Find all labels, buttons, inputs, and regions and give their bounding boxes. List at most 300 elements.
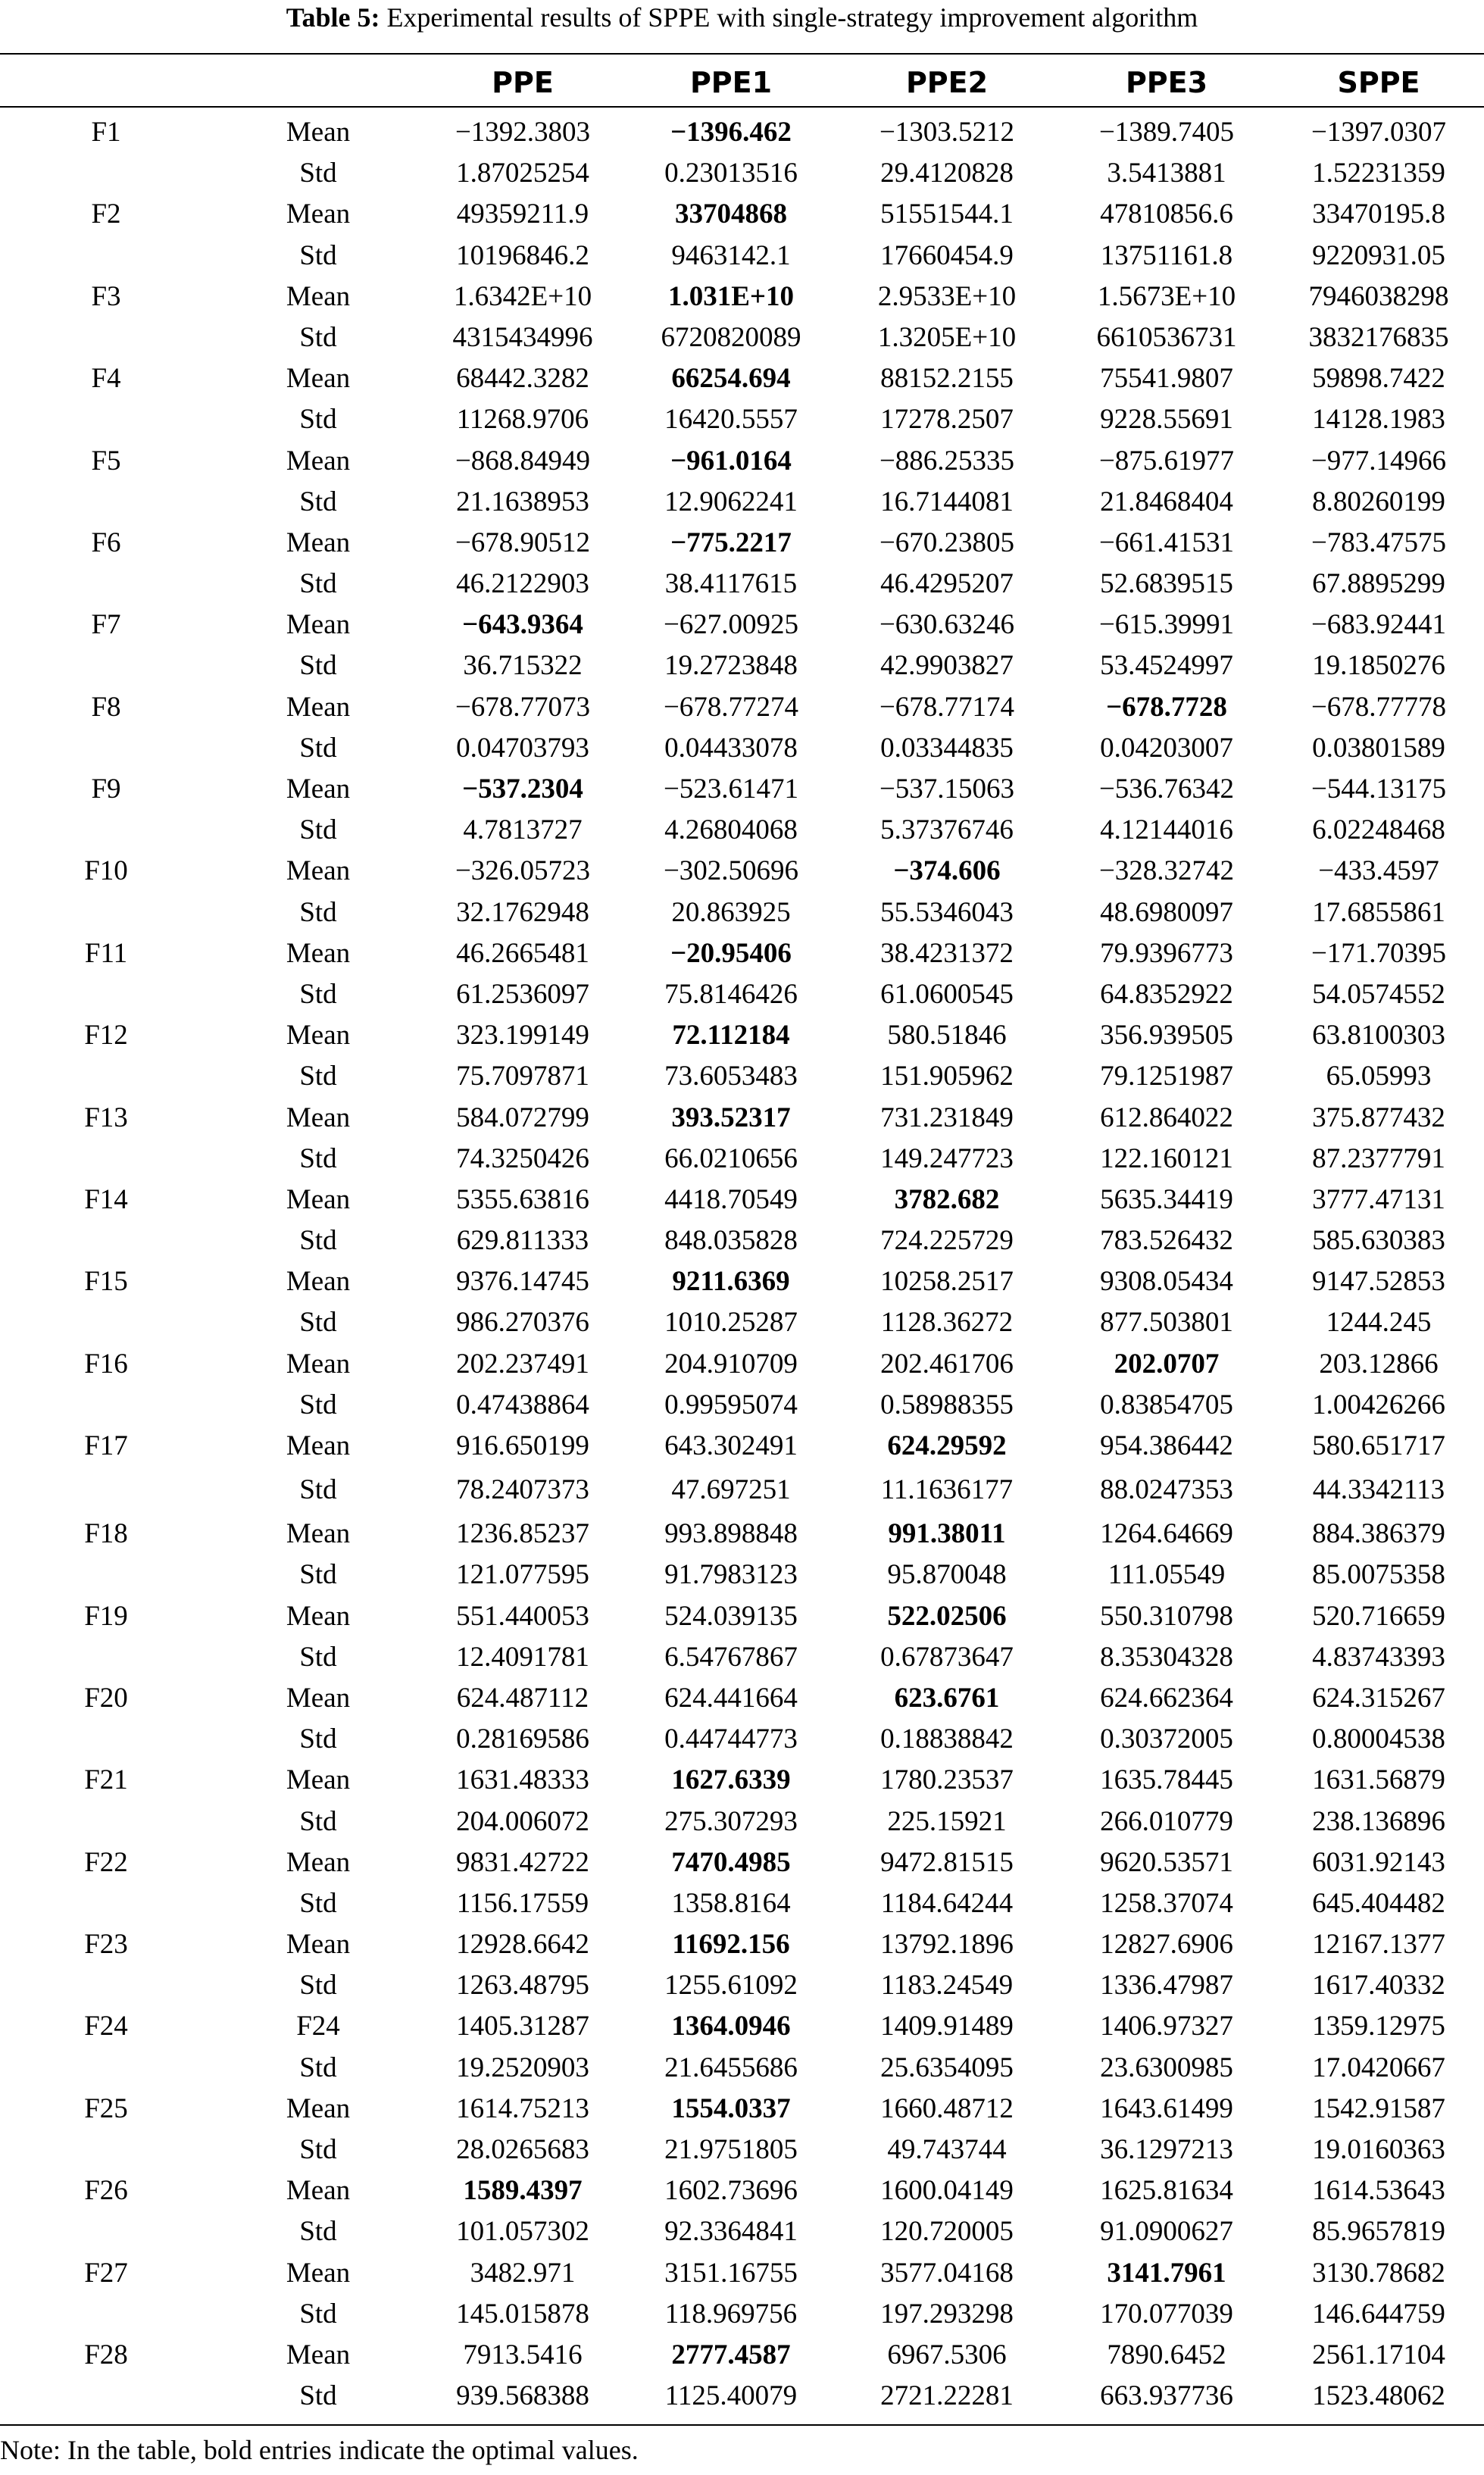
value-cell: 21.1638953: [456, 486, 589, 517]
value-cell: 47810856.6: [1100, 198, 1233, 230]
value-cell: −670.23805: [879, 527, 1015, 558]
value-cell: 8.80260199: [1312, 486, 1445, 517]
table-row: [0, 2089, 1484, 2130]
value-cell: 120.720005: [880, 2216, 1014, 2248]
function-label: [30, 2294, 182, 2335]
table-note: Note: In the table, bold entries indicate the optimal values.: [0, 2435, 639, 2465]
value-cell: −328.32742: [1098, 855, 1235, 887]
value-cell: 61.2536097: [456, 978, 589, 1010]
metric-label: Mean: [286, 280, 351, 312]
value-cell: −537.15063: [879, 773, 1015, 805]
table-row: [0, 605, 1484, 645]
value-cell: 1258.37074: [1100, 1887, 1233, 1919]
value-cell: 47.697251: [671, 1474, 791, 1506]
value-cell: −783.47575: [1311, 527, 1447, 558]
value-cell: 65.05993: [1326, 1061, 1432, 1092]
metric-label: Mean: [286, 363, 351, 395]
value-cell: 46.4295207: [880, 568, 1014, 600]
value-cell: 5635.34419: [1100, 1183, 1233, 1215]
function-label: F25: [84, 2092, 128, 2124]
table-body: [0, 112, 1484, 2417]
value-cell: 848.035828: [664, 1225, 798, 1257]
value-cell: 19.1850276: [1312, 650, 1445, 682]
value-cell: 91.7983123: [664, 1559, 798, 1591]
value-cell: 939.568388: [456, 2380, 589, 2412]
value-cell: 0.47438864: [456, 1389, 589, 1420]
value-cell: 2561.17104: [1312, 2339, 1445, 2370]
table-row: [0, 112, 1484, 153]
metric-label: Std: [299, 650, 337, 682]
value-cell: 1523.48062: [1312, 2380, 1445, 2412]
table-row: [0, 1555, 1484, 1595]
function-label: F14: [84, 1183, 128, 1215]
value-cell: 42.9903827: [880, 650, 1014, 682]
value-cell: 203.12866: [1319, 1348, 1439, 1380]
value-cell: 68442.3282: [456, 363, 589, 395]
table-row: [0, 1385, 1484, 1426]
value-cell: 145.015878: [456, 2298, 589, 2330]
table-row: [0, 1842, 1484, 1883]
value-cell: 1631.48333: [456, 1764, 589, 1796]
value-cell: −615.39991: [1098, 609, 1235, 641]
value-cell: 0.03344835: [880, 732, 1014, 764]
table-row: [0, 441, 1484, 482]
table-row: [0, 1883, 1484, 1924]
value-cell: 1635.78445: [1100, 1764, 1233, 1796]
value-cell: 356.939505: [1100, 1020, 1233, 1052]
value-cell: −678.77274: [663, 691, 799, 723]
value-cell: 0.99595074: [664, 1389, 798, 1420]
value-cell: 53.4524997: [1100, 650, 1233, 682]
value-cell: −678.77073: [455, 691, 591, 723]
value-cell: 16.7144081: [880, 486, 1014, 517]
function-label: F4: [91, 363, 121, 395]
value-cell: 877.503801: [1100, 1307, 1233, 1339]
value-cell: 4.7813727: [463, 814, 583, 846]
value-cell: 7470.4985: [671, 1846, 791, 1878]
value-cell: 49.743744: [887, 2134, 1007, 2165]
metric-label: Std: [299, 896, 337, 928]
caption-label: Table 5:: [286, 2, 380, 33]
metric-label: Std: [299, 1307, 337, 1339]
metric-label: Mean: [286, 527, 351, 558]
value-cell: 13751161.8: [1100, 239, 1233, 271]
metric-label: Mean: [286, 1764, 351, 1796]
function-label: F20: [84, 1682, 128, 1714]
table-row: [0, 1760, 1484, 1801]
value-cell: 28.0265683: [456, 2134, 589, 2165]
value-cell: 20.863925: [671, 896, 791, 928]
table-row: [0, 2335, 1484, 2376]
value-cell: 44.3342113: [1312, 1474, 1445, 1506]
value-cell: −977.14966: [1311, 445, 1447, 477]
value-cell: 54.0574552: [1312, 978, 1445, 1010]
value-cell: 63.8100303: [1312, 1020, 1445, 1052]
value-cell: 580.51846: [887, 1020, 1007, 1052]
value-cell: 266.010779: [1100, 1805, 1233, 1837]
value-cell: 29.4120828: [880, 158, 1014, 189]
value-cell: 3832176835: [1308, 321, 1449, 353]
value-cell: 624.441664: [664, 1682, 798, 1714]
function-label: [30, 1302, 182, 1343]
value-cell: 663.937736: [1100, 2380, 1233, 2412]
function-label: F3: [91, 280, 121, 312]
value-cell: 38.4231372: [880, 937, 1014, 969]
table-row: [0, 1678, 1484, 1719]
value-cell: 151.905962: [880, 1061, 1014, 1092]
table-row: [0, 2130, 1484, 2170]
value-cell: 78.2407373: [456, 1474, 589, 1506]
value-cell: 48.6980097: [1100, 896, 1233, 928]
function-label: [30, 399, 182, 440]
value-cell: 87.2377791: [1312, 1142, 1445, 1174]
value-cell: 7946038298: [1308, 280, 1449, 312]
table-row: [0, 1596, 1484, 1637]
value-cell: 624.487112: [456, 1682, 589, 1714]
value-cell: −678.77778: [1311, 691, 1447, 723]
function-label: [30, 1220, 182, 1261]
value-cell: 170.077039: [1100, 2298, 1233, 2330]
table-row: [0, 687, 1484, 728]
value-cell: 3.5413881: [1107, 158, 1226, 189]
value-cell: −868.84949: [455, 445, 591, 477]
value-cell: 3130.78682: [1312, 2257, 1445, 2289]
table-row: [0, 277, 1484, 317]
function-label: F22: [84, 1846, 128, 1878]
value-cell: −544.13175: [1311, 773, 1447, 805]
function-label: [30, 1056, 182, 1097]
value-cell: 0.04203007: [1100, 732, 1233, 764]
function-label: [30, 810, 182, 851]
value-cell: 724.225729: [880, 1225, 1014, 1257]
value-cell: 1358.8164: [671, 1887, 791, 1919]
metric-label: Mean: [286, 1518, 351, 1550]
metric-label: Mean: [286, 1020, 351, 1052]
value-cell: −678.7728: [1106, 691, 1227, 723]
value-cell: 643.302491: [664, 1430, 798, 1461]
value-cell: 9831.42722: [456, 1846, 589, 1878]
function-label: F16: [84, 1348, 128, 1380]
value-cell: −627.00925: [663, 609, 799, 641]
value-cell: 9147.52853: [1312, 1266, 1445, 1298]
metric-label: Std: [299, 1061, 337, 1092]
value-cell: −20.95406: [670, 937, 792, 969]
value-cell: 1627.6339: [671, 1764, 791, 1796]
value-cell: 1542.91587: [1312, 2092, 1445, 2124]
metric-label: Std: [299, 2298, 337, 2330]
value-cell: 585.630383: [1312, 1225, 1445, 1257]
value-cell: 11.1636177: [880, 1474, 1014, 1506]
metric-label: Std: [299, 978, 337, 1010]
value-cell: −661.41531: [1098, 527, 1235, 558]
value-cell: 52.6839515: [1100, 568, 1233, 600]
value-cell: 884.386379: [1312, 1518, 1445, 1550]
value-cell: 6.54767867: [664, 1641, 798, 1673]
value-cell: 9472.81515: [880, 1846, 1014, 1878]
value-cell: 204.910709: [664, 1348, 798, 1380]
value-cell: 85.0075358: [1312, 1559, 1445, 1591]
value-cell: 0.18838842: [880, 1723, 1014, 1755]
table-row: [0, 523, 1484, 564]
table-row: [0, 564, 1484, 605]
value-cell: 1631.56879: [1312, 1764, 1445, 1796]
table-bottom-rule: [0, 2424, 1484, 2426]
value-cell: 1336.47987: [1100, 1970, 1233, 2002]
value-cell: 522.02506: [887, 1600, 1007, 1632]
value-cell: 91.0900627: [1100, 2216, 1233, 2248]
metric-label: Std: [299, 1225, 337, 1257]
value-cell: 8.35304328: [1100, 1641, 1233, 1673]
table-row: [0, 317, 1484, 358]
table-row: [0, 1719, 1484, 1760]
value-cell: 1128.36272: [880, 1307, 1014, 1339]
value-cell: 9463142.1: [671, 239, 791, 271]
value-cell: 12.4091781: [456, 1641, 589, 1673]
value-cell: 66.0210656: [664, 1142, 798, 1174]
value-cell: 1.3205E+10: [877, 321, 1017, 353]
table-row: [0, 728, 1484, 769]
value-cell: 17660454.9: [880, 239, 1014, 271]
value-cell: 1780.23537: [880, 1764, 1014, 1796]
column-header: PPE: [492, 66, 554, 99]
table-row: [0, 1220, 1484, 1261]
value-cell: 12827.6906: [1100, 1929, 1233, 1961]
value-cell: 1660.48712: [880, 2092, 1014, 2124]
value-cell: 916.650199: [456, 1430, 589, 1461]
metric-label: Mean: [286, 1682, 351, 1714]
function-label: [30, 728, 182, 769]
table-header-rule: [0, 106, 1484, 108]
function-label: [30, 153, 182, 194]
value-cell: 1405.31287: [456, 2011, 589, 2042]
metric-label: Std: [299, 239, 337, 271]
value-cell: 2.9533E+10: [877, 280, 1017, 312]
value-cell: 1255.61092: [664, 1970, 798, 2002]
value-cell: 17.6855861: [1312, 896, 1445, 928]
table-row: [0, 1924, 1484, 1965]
function-label: F5: [91, 445, 121, 477]
value-cell: 1409.91489: [880, 2011, 1014, 2042]
metric-label: Mean: [286, 2092, 351, 2124]
value-cell: 375.877432: [1312, 1102, 1445, 1133]
metric-label: Mean: [286, 2339, 351, 2370]
table-row: [0, 851, 1484, 892]
value-cell: 550.310798: [1100, 1600, 1233, 1632]
value-cell: 1183.24549: [880, 1970, 1014, 2002]
value-cell: 9220931.05: [1312, 239, 1445, 271]
function-label: F15: [84, 1266, 128, 1298]
table-row: [0, 1637, 1484, 1678]
table-row: [0, 645, 1484, 686]
metric-label: Mean: [286, 773, 351, 805]
value-cell: 4.12144016: [1100, 814, 1233, 846]
value-cell: −523.61471: [663, 773, 799, 805]
function-label: [30, 482, 182, 523]
metric-label: Mean: [286, 1846, 351, 1878]
metric-label: Std: [299, 1887, 337, 1919]
value-cell: −643.9364: [462, 609, 583, 641]
value-cell: 21.8468404: [1100, 486, 1233, 517]
value-cell: −961.0164: [670, 445, 792, 477]
metric-label: Mean: [286, 1348, 351, 1380]
value-cell: 73.6053483: [664, 1061, 798, 1092]
metric-label: Std: [299, 2380, 337, 2412]
metric-label: Std: [299, 1970, 337, 2002]
value-cell: 36.715322: [463, 650, 583, 682]
table-row: [0, 810, 1484, 851]
value-cell: 629.811333: [456, 1225, 589, 1257]
value-cell: 25.6354095: [880, 2052, 1014, 2083]
value-cell: 111.05549: [1108, 1559, 1226, 1591]
function-label: [30, 645, 182, 686]
table-row: [0, 194, 1484, 235]
value-cell: −433.4597: [1318, 855, 1439, 887]
function-label: F28: [84, 2339, 128, 2370]
function-label: [30, 236, 182, 277]
metric-label: Mean: [286, 198, 351, 230]
value-cell: 5355.63816: [456, 1183, 589, 1215]
function-label: [30, 974, 182, 1015]
metric-label: Std: [299, 1474, 337, 1506]
value-cell: −886.25335: [879, 445, 1015, 477]
value-cell: 612.864022: [1100, 1102, 1233, 1133]
value-cell: 9620.53571: [1100, 1846, 1233, 1878]
value-cell: −536.76342: [1098, 773, 1235, 805]
metric-label: Mean: [286, 855, 351, 887]
table-row: [0, 2253, 1484, 2294]
value-cell: 59898.7422: [1312, 363, 1445, 395]
value-cell: −875.61977: [1098, 445, 1235, 477]
value-cell: 21.6455686: [664, 2052, 798, 2083]
value-cell: −1389.7405: [1098, 117, 1235, 148]
table-row: [0, 1056, 1484, 1097]
value-cell: −302.50696: [663, 855, 799, 887]
function-label: [30, 1555, 182, 1595]
metric-label: Std: [299, 1641, 337, 1673]
value-cell: 0.80004538: [1312, 1723, 1445, 1755]
value-cell: 3151.16755: [664, 2257, 798, 2289]
value-cell: 32.1762948: [456, 896, 589, 928]
value-cell: 623.6761: [894, 1682, 1000, 1714]
value-cell: 624.662364: [1100, 1682, 1233, 1714]
value-cell: 10196846.2: [456, 239, 589, 271]
value-cell: 9376.14745: [456, 1266, 589, 1298]
function-label: F13: [84, 1102, 128, 1133]
value-cell: 1.5673E+10: [1097, 280, 1236, 312]
metric-label: Std: [299, 1805, 337, 1837]
value-cell: 6031.92143: [1312, 1846, 1445, 1878]
function-label: F8: [91, 691, 121, 723]
value-cell: 393.52317: [671, 1102, 791, 1133]
value-cell: −775.2217: [670, 527, 792, 558]
function-label: F12: [84, 1020, 128, 1052]
table-row: [0, 1426, 1484, 1467]
value-cell: 3782.682: [894, 1183, 1000, 1215]
value-cell: −678.77174: [879, 691, 1015, 723]
value-cell: 12167.1377: [1312, 1929, 1445, 1961]
value-cell: 551.440053: [456, 1600, 589, 1632]
table-row: [0, 1261, 1484, 1302]
value-cell: 12.9062241: [664, 486, 798, 517]
value-cell: −374.606: [893, 855, 1001, 887]
value-cell: 88.0247353: [1100, 1474, 1233, 1506]
function-label: [30, 1883, 182, 1924]
metric-label: Std: [299, 814, 337, 846]
value-cell: 4.26804068: [664, 814, 798, 846]
table-row: [0, 1344, 1484, 1385]
metric-label: Mean: [286, 2257, 351, 2289]
value-cell: 238.136896: [1312, 1805, 1445, 1837]
value-cell: −537.2304: [462, 773, 583, 805]
value-cell: 1617.40332: [1312, 1970, 1445, 2002]
value-cell: 149.247723: [880, 1142, 1014, 1174]
value-cell: 1600.04149: [880, 2175, 1014, 2207]
value-cell: 520.716659: [1312, 1600, 1445, 1632]
value-cell: 1.87025254: [456, 158, 589, 189]
metric-label: Std: [299, 2134, 337, 2165]
function-label: F11: [84, 937, 128, 969]
value-cell: 17278.2507: [880, 404, 1014, 436]
caption-text: Experimental results of SPPE with single-strategy improvement algorithm: [386, 2, 1198, 33]
value-cell: 202.461706: [880, 1348, 1014, 1380]
metric-label: Mean: [286, 1102, 351, 1133]
column-header: PPE1: [689, 66, 773, 99]
metric-label: Mean: [286, 1183, 351, 1215]
value-cell: 0.23013516: [664, 158, 798, 189]
value-cell: 1643.61499: [1100, 2092, 1233, 2124]
value-cell: 1364.0946: [671, 2011, 791, 2042]
value-cell: 1264.64669: [1100, 1518, 1233, 1550]
value-cell: 0.03801589: [1312, 732, 1445, 764]
value-cell: 4315434996: [452, 321, 593, 353]
value-cell: 13792.1896: [880, 1929, 1014, 1961]
function-label: F27: [84, 2257, 128, 2289]
value-cell: 0.04433078: [664, 732, 798, 764]
value-cell: 0.58988355: [880, 1389, 1014, 1420]
value-cell: 146.644759: [1312, 2298, 1445, 2330]
function-label: F23: [84, 1929, 128, 1961]
value-cell: 51551544.1: [880, 198, 1014, 230]
value-cell: 4418.70549: [664, 1183, 798, 1215]
function-label: [30, 1719, 182, 1760]
function-label: [30, 2130, 182, 2170]
value-cell: 1406.97327: [1100, 2011, 1233, 2042]
metric-label: Mean: [286, 445, 351, 477]
function-label: F21: [84, 1764, 128, 1796]
table-row: [0, 1802, 1484, 1842]
metric-label: Std: [299, 732, 337, 764]
metric-label: Mean: [286, 609, 351, 641]
value-cell: 19.0160363: [1312, 2134, 1445, 2165]
function-label: F10: [84, 855, 128, 887]
value-cell: 580.651717: [1312, 1430, 1445, 1461]
value-cell: 0.04703793: [456, 732, 589, 764]
value-cell: 6.02248468: [1312, 814, 1445, 846]
table-row: [0, 2006, 1484, 2047]
function-label: F9: [91, 773, 121, 805]
metric-label: Std: [299, 404, 337, 436]
function-label: F19: [84, 1600, 128, 1632]
table-row: [0, 399, 1484, 440]
function-label: F6: [91, 527, 121, 558]
function-label: F7: [91, 609, 121, 641]
value-cell: 74.3250426: [456, 1142, 589, 1174]
value-cell: 16420.5557: [664, 404, 798, 436]
value-cell: 36.1297213: [1100, 2134, 1233, 2165]
value-cell: 1554.0337: [671, 2092, 791, 2124]
value-cell: 9308.05434: [1100, 1266, 1233, 1298]
value-cell: −1392.3803: [455, 117, 591, 148]
